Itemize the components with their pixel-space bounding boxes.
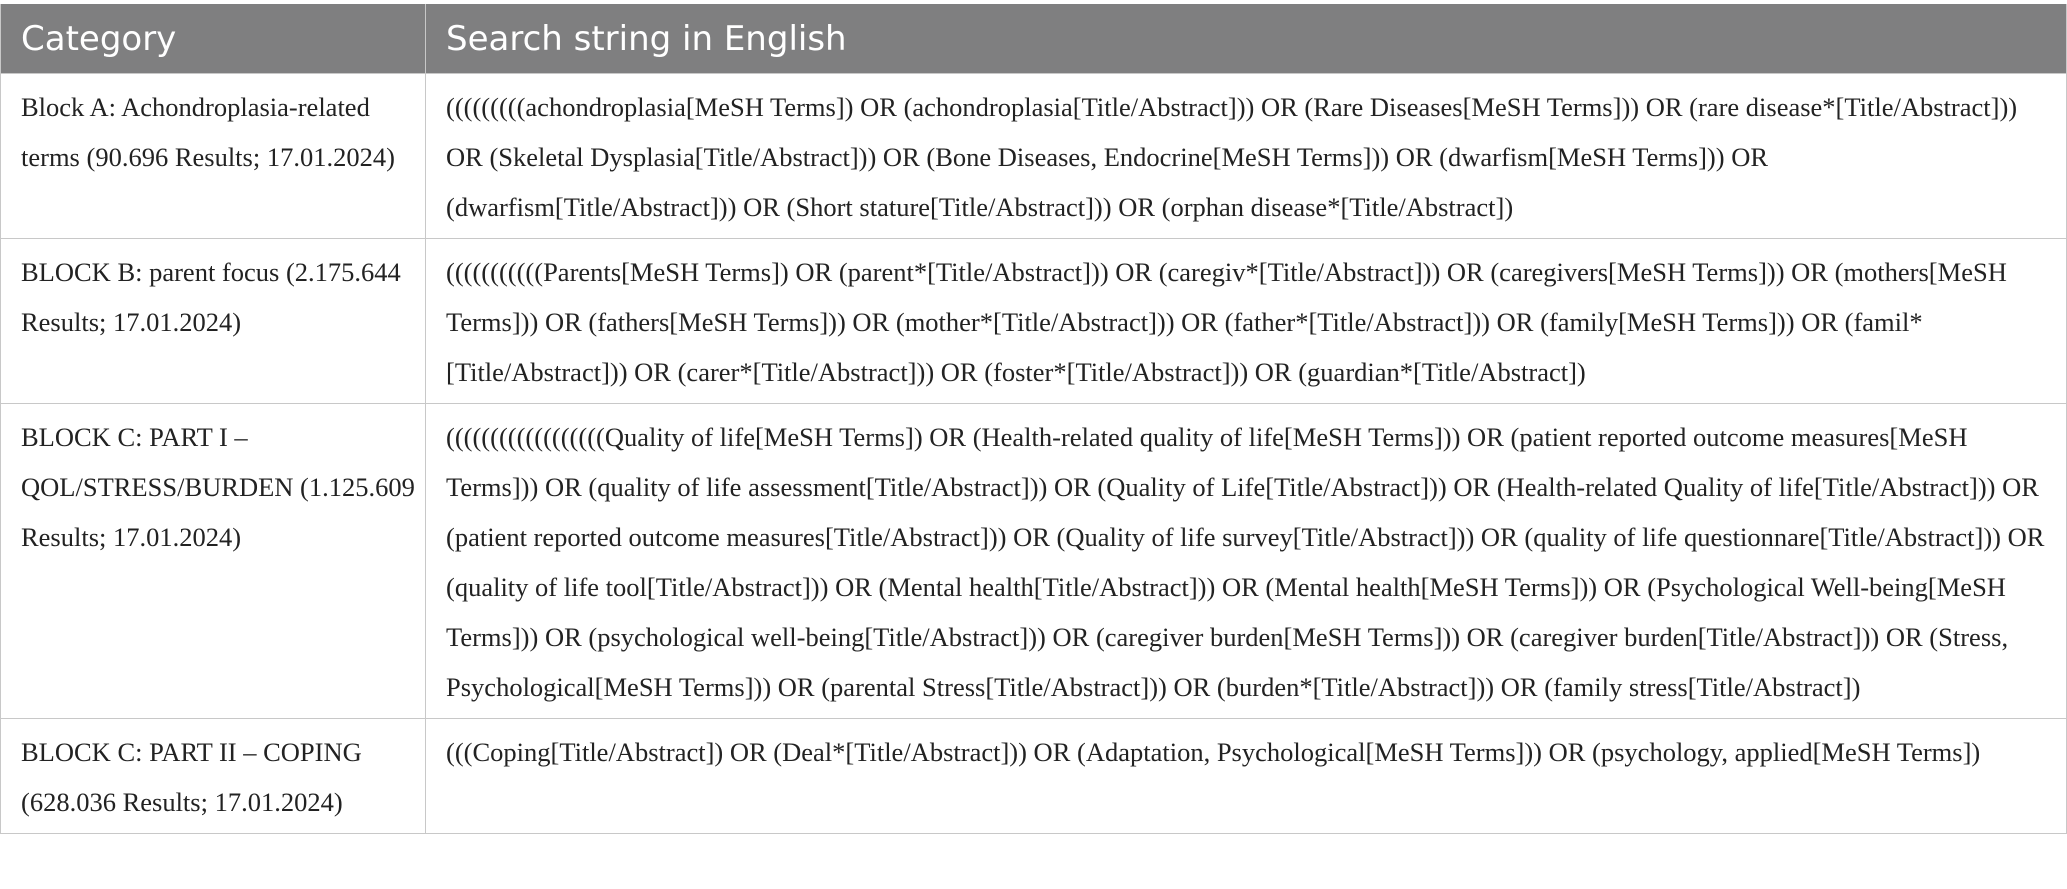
- category-cell: Block A: Achondroplasia-related terms (90.696 Results; 17.01.2024): [1, 74, 426, 239]
- table-row: [1, 74, 2067, 239]
- table-header: [1, 4, 2067, 74]
- column-header-search-string: Search string in English: [426, 4, 2067, 74]
- category-cell: BLOCK B: parent focus (2.175.644 Results; 17.01.2024): [1, 239, 426, 404]
- search-strategy-table: [0, 4, 2067, 834]
- table-row: [1, 404, 2067, 719]
- search-string-cell: (((Coping[Title/Abstract]) OR (Deal*[Title/Abstract])) OR (Adaptation, Psychological[MeSH Terms])) OR (psychology, applied[MeSH Terms]): [426, 719, 2067, 834]
- search-string-cell: (((((((((((Parents[MeSH Terms]) OR (parent*[Title/Abstract])) OR (caregiv*[Title/Abstract])) OR (caregivers[MeSH Terms])) OR (mothers[MeSH Terms])) OR (fathers[MeSH Terms])) OR (mother*[Title/Abstract])) OR (father*[Title/Abstract])) OR (family[MeSH Terms])) OR (famil*[Title/Abstract])) OR (carer*[Title/Abstract])) OR (foster*[Title/Abstract])) OR (guardian*[Title/Abstract]): [426, 239, 2067, 404]
- header-row: [1, 4, 2067, 74]
- search-string-cell: (((((((((achondroplasia[MeSH Terms]) OR (achondroplasia[Title/Abstract])) OR (Rare Diseases[MeSH Terms])) OR (rare disease*[Title/Abstract])) OR (Skeletal Dysplasia[Title/Abstract])) OR (Bone Diseases, Endocrine[MeSH Terms])) OR (dwarfism[MeSH Terms])) OR (dwarfism[Title/Abstract])) OR (Short stature[Title/Abstract])) OR (orphan disease*[Title/Abstract]): [426, 74, 2067, 239]
- table-row: [1, 719, 2067, 834]
- column-header-category: Category: [1, 4, 426, 74]
- search-strategy-table-container: [0, 4, 2066, 834]
- category-cell: BLOCK C: PART I – QOL/STRESS/BURDEN (1.125.609 Results; 17.01.2024): [1, 404, 426, 719]
- table-body: [1, 74, 2067, 834]
- category-cell: BLOCK C: PART II – COPING (628.036 Results; 17.01.2024): [1, 719, 426, 834]
- search-string-cell: ((((((((((((((((((Quality of life[MeSH Terms]) OR (Health-related quality of life[MeSH Terms])) OR (patient reported outcome measures[MeSH Terms])) OR (quality of life assessment[Title/Abstract])) OR (Quality of Life[Title/Abstract])) OR (Health-related Quality of life[Title/Abstract])) OR (patient reported outcome measures[Title/Abstract])) OR (Quality of life survey[Title/Abstract])) OR (quality of life questionnare[Title/Abstract])) OR (quality of life tool[Title/Abstract])) OR (Mental health[Title/Abstract])) OR (Mental health[MeSH Terms])) OR (Psychological Well-being[MeSH Terms])) OR (psychological well-being[Title/Abstract])) OR (caregiver burden[MeSH Terms])) OR (caregiver burden[Title/Abstract])) OR (Stress, Psychological[MeSH Terms])) OR (parental Stress[Title/Abstract])) OR (burden*[Title/Abstract])) OR (family stress[Title/Abstract]): [426, 404, 2067, 719]
- table-row: [1, 239, 2067, 404]
